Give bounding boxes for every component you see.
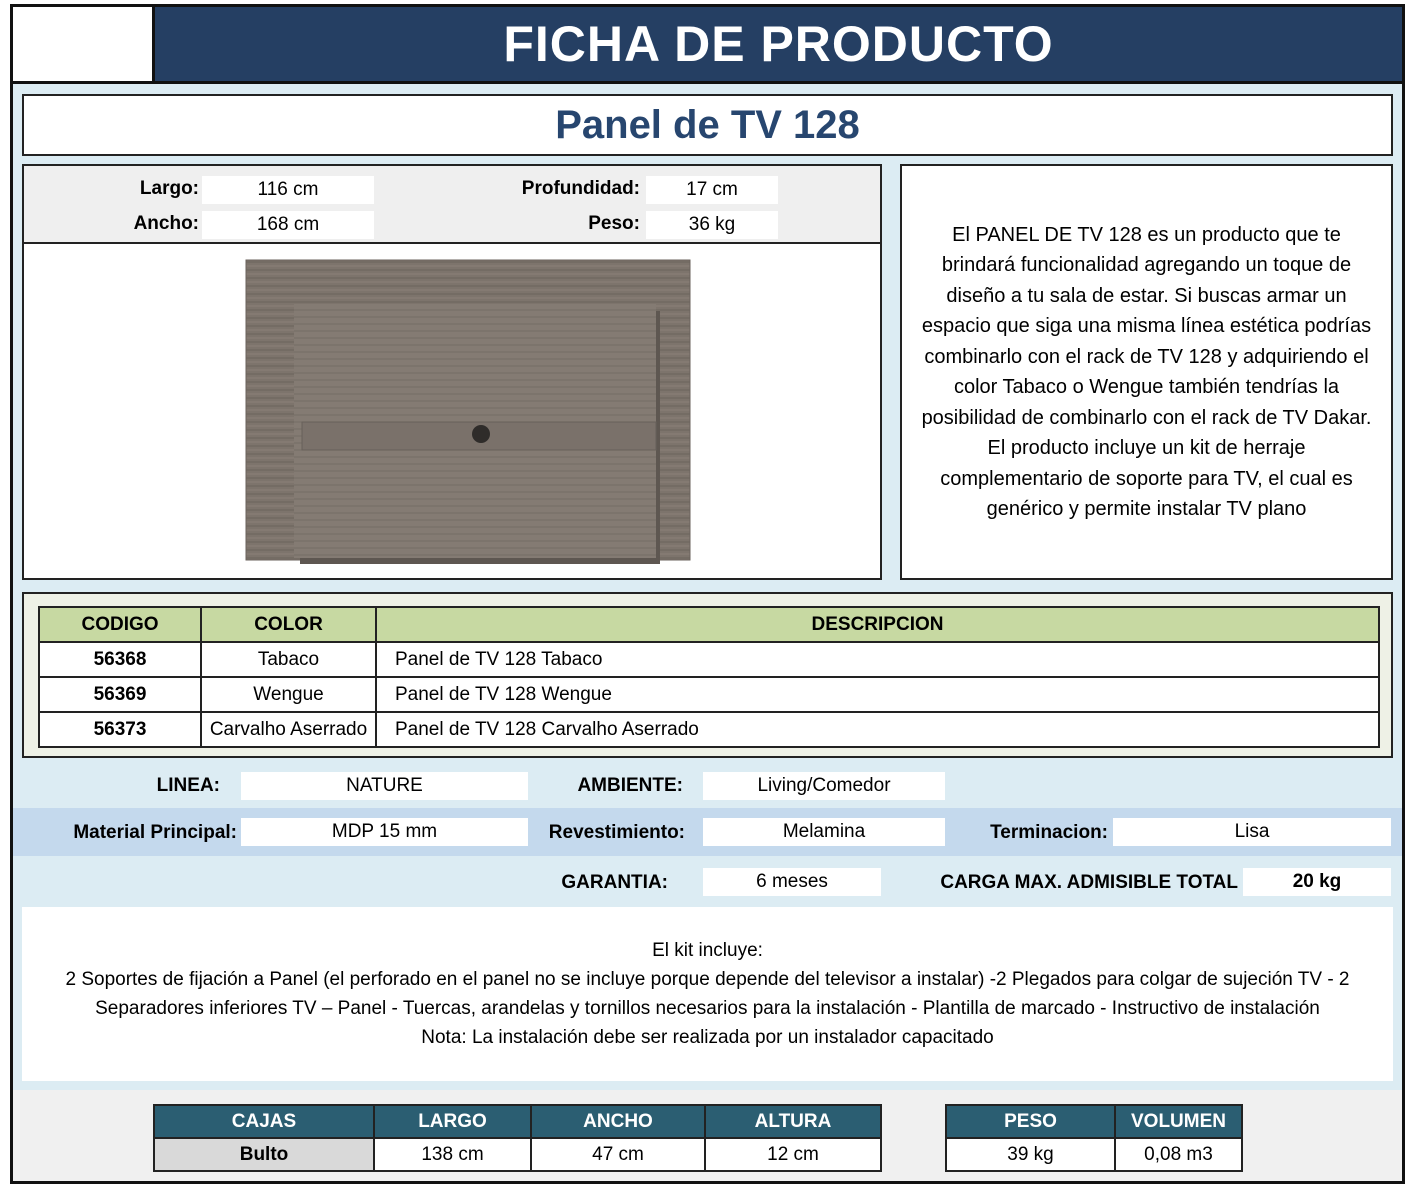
cell-ancho: 47 cm	[531, 1138, 705, 1171]
carga-label: CARGA MAX. ADMISIBLE TOTAL	[940, 872, 1238, 893]
cell-descripcion: Panel de TV 128 Carvalho Aserrado	[376, 712, 1379, 747]
table-header-row	[39, 607, 1379, 642]
table-row	[946, 1138, 1242, 1171]
largo-value: 116 cm	[202, 176, 374, 204]
weight-volume-table	[945, 1104, 1243, 1172]
ancho-value: 168 cm	[202, 211, 374, 239]
revestimiento-value: Melamina	[703, 818, 945, 846]
col-cajas: CAJAS	[154, 1105, 374, 1138]
cell-descripcion: Panel de TV 128 Tabaco	[376, 642, 1379, 677]
kit-box	[22, 907, 1393, 1081]
cell-descripcion: Panel de TV 128 Wengue	[376, 677, 1379, 712]
logo-placeholder	[13, 7, 152, 81]
revestimiento-label: Revestimiento:	[548, 822, 685, 843]
table-row	[39, 677, 1379, 712]
description-box	[900, 164, 1393, 580]
cell-codigo: 56373	[39, 712, 201, 747]
table-row	[39, 642, 1379, 677]
peso-label: Peso:	[588, 213, 640, 234]
product-image-box	[22, 242, 882, 580]
cell-codigo: 56369	[39, 677, 201, 712]
terminacion-label: Terminacion:	[990, 822, 1108, 843]
kit-line-1: 2 Soportes de fijación a Panel (el perforado en el panel no se incluye porque depende del televisor a instalar) -2 Plegados para colgar de sujeción TV - 2	[65, 969, 1350, 990]
packaging-table	[153, 1104, 882, 1172]
peso-value: 36 kg	[646, 211, 778, 239]
col-largo: LARGO	[374, 1105, 531, 1138]
page-title: FICHA DE PRODUCTO	[152, 7, 1402, 81]
profundidad-label: Profundidad:	[521, 178, 640, 199]
col-peso: PESO	[946, 1105, 1115, 1138]
codes-table-wrap	[22, 592, 1393, 758]
cell-color: Carvalho Aserrado	[201, 712, 376, 747]
largo-label: Largo:	[139, 178, 199, 199]
cell-codigo: 56368	[39, 642, 201, 677]
cell-volumen: 0,08 m3	[1115, 1138, 1242, 1171]
kit-line-2: Separadores inferiores TV – Panel - Tuercas, arandelas y tornillos necesarios para la instalación - Plantilla de marcado - Instructivo de instalación	[95, 998, 1320, 1019]
garantia-value: 6 meses	[703, 868, 881, 896]
ambiente-value: Living/Comedor	[703, 772, 945, 800]
cell-cajas: Bulto	[154, 1138, 374, 1171]
linea-label: LINEA:	[156, 775, 220, 796]
cell-peso: 39 kg	[946, 1138, 1115, 1171]
col-descripcion: DESCRIPCION	[376, 607, 1379, 642]
kit-note: Nota: La instalación debe ser realizada por un instalador capacitado	[421, 1027, 994, 1048]
product-description: El PANEL DE TV 128 es un producto que te brindará funcionalidad agregando un toque de diseño a tu sala de estar. Si buscas armar un espacio que siga una misma línea estética podrías combinarlo con el rack de TV 128 y adquiriendo el color Tabaco o Wengue también tendrías la posibilidad de combinarlo con el rack de TV Dakar. El producto incluye un kit de herraje complementario de soporte para TV, el cual es genérico y permite instalar TV plano	[921, 223, 1372, 520]
carga-value: 20 kg	[1243, 868, 1391, 896]
table-row	[39, 712, 1379, 747]
kit-title: El kit incluye:	[652, 940, 763, 961]
ambiente-label: AMBIENTE:	[577, 775, 683, 796]
material-label: Material Principal:	[73, 822, 237, 843]
col-volumen: VOLUMEN	[1115, 1105, 1242, 1138]
table-header-row	[946, 1105, 1242, 1138]
linea-value: NATURE	[241, 772, 528, 800]
col-altura: ALTURA	[705, 1105, 881, 1138]
col-ancho: ANCHO	[531, 1105, 705, 1138]
product-image	[24, 244, 880, 578]
cell-largo: 138 cm	[374, 1138, 531, 1171]
cell-color: Wengue	[201, 677, 376, 712]
ancho-label: Ancho:	[133, 213, 199, 234]
profundidad-value: 17 cm	[646, 176, 778, 204]
table-row	[154, 1138, 881, 1171]
terminacion-value: Lisa	[1113, 818, 1391, 846]
table-header-row	[154, 1105, 881, 1138]
product-name: Panel de TV 128	[22, 94, 1393, 156]
col-color: COLOR	[201, 607, 376, 642]
col-codigo: CODIGO	[39, 607, 201, 642]
cell-color: Tabaco	[201, 642, 376, 677]
codes-table	[38, 606, 1380, 748]
garantia-label: GARANTIA:	[561, 872, 668, 893]
material-value: MDP 15 mm	[241, 818, 528, 846]
dimensions-panel	[22, 164, 882, 244]
cell-altura: 12 cm	[705, 1138, 881, 1171]
